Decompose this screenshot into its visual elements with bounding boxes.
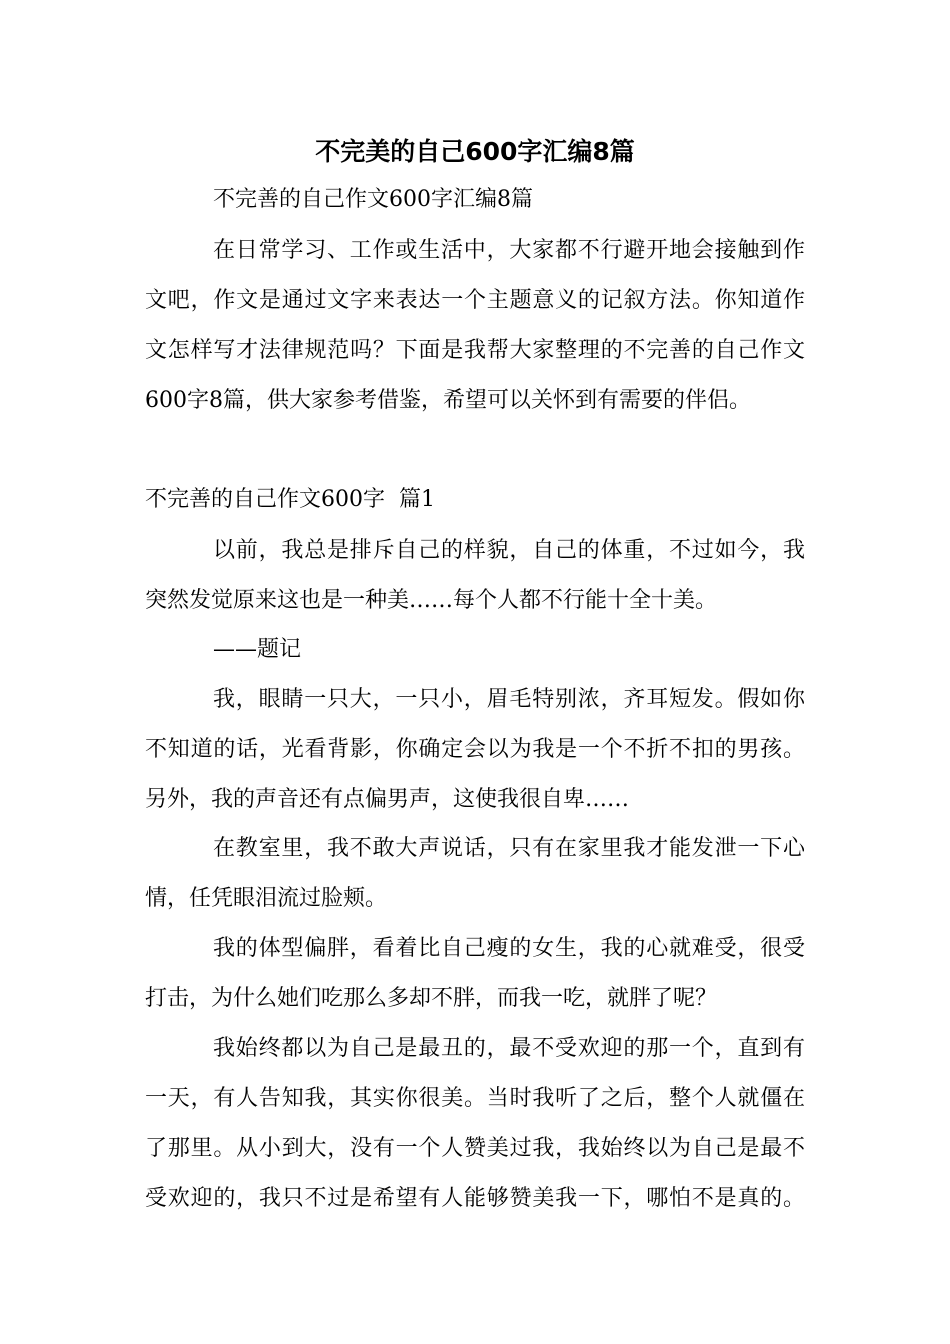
paragraph-line: 不知道的话，光看背影，你确定会以为我是一个不折不扣的男孩。 [145, 737, 805, 762]
paragraph-line: 我始终都以为自己是最丑的，最不受欢迎的那一个，直到有 [213, 1036, 805, 1061]
paragraph-line: 我，眼睛一只大，一只小，眉毛特别浓，齐耳短发。假如你 [213, 687, 805, 712]
document-subtitle: 不完善的自己作文600字汇编8篇 [213, 187, 533, 212]
epigraph: ——题记 [213, 637, 302, 662]
paragraph-line: 了那里。从小到大，没有一个人赞美过我，我始终以为自己是最不 [145, 1136, 805, 1161]
intro-line: 文吧，作文是通过文字来表达一个主题意义的记叙方法。你知道作 [145, 288, 805, 313]
paragraph-line: 受欢迎的，我只不过是希望有人能够赞美我一下，哪怕不是真的。 [145, 1186, 805, 1211]
paragraph-line: 突然发觉原来这也是一种美……每个人都不行能十全十美。 [145, 588, 718, 613]
paragraph-line: 另外，我的声音还有点偏男声，这使我很自卑…… [145, 787, 630, 812]
intro-line: 在日常学习、工作或生活中，大家都不行避开地会接触到作 [213, 238, 805, 263]
paragraph-line: 情，任凭眼泪流过脸颊。 [145, 886, 388, 911]
document-title: 不完美的自己600字汇编8篇 [315, 137, 635, 166]
paragraph-line: 我的体型偏胖，看着比自己瘦的女生，我的心就难受，很受 [213, 936, 805, 961]
paragraph-line: 打击，为什么她们吃那么多却不胖，而我一吃，就胖了呢？ [145, 986, 718, 1011]
intro-line: 文怎样写才法律规范吗？下面是我帮大家整理的不完善的自己作文 [145, 338, 805, 363]
paragraph-line: 在教室里，我不敢大声说话，只有在家里我才能发泄一下心 [213, 836, 805, 861]
paragraph-line: 一天，有人告知我，其实你很美。当时我听了之后，整个人就僵在 [145, 1086, 805, 1111]
intro-line: 600字8篇，供大家参考借鉴，希望可以关怀到有需要的伴侣。 [145, 388, 751, 413]
section-heading: 不完善的自己作文600字 篇1 [145, 487, 435, 512]
paragraph-line: 以前，我总是排斥自己的样貌，自己的体重，不过如今，我 [213, 538, 805, 563]
